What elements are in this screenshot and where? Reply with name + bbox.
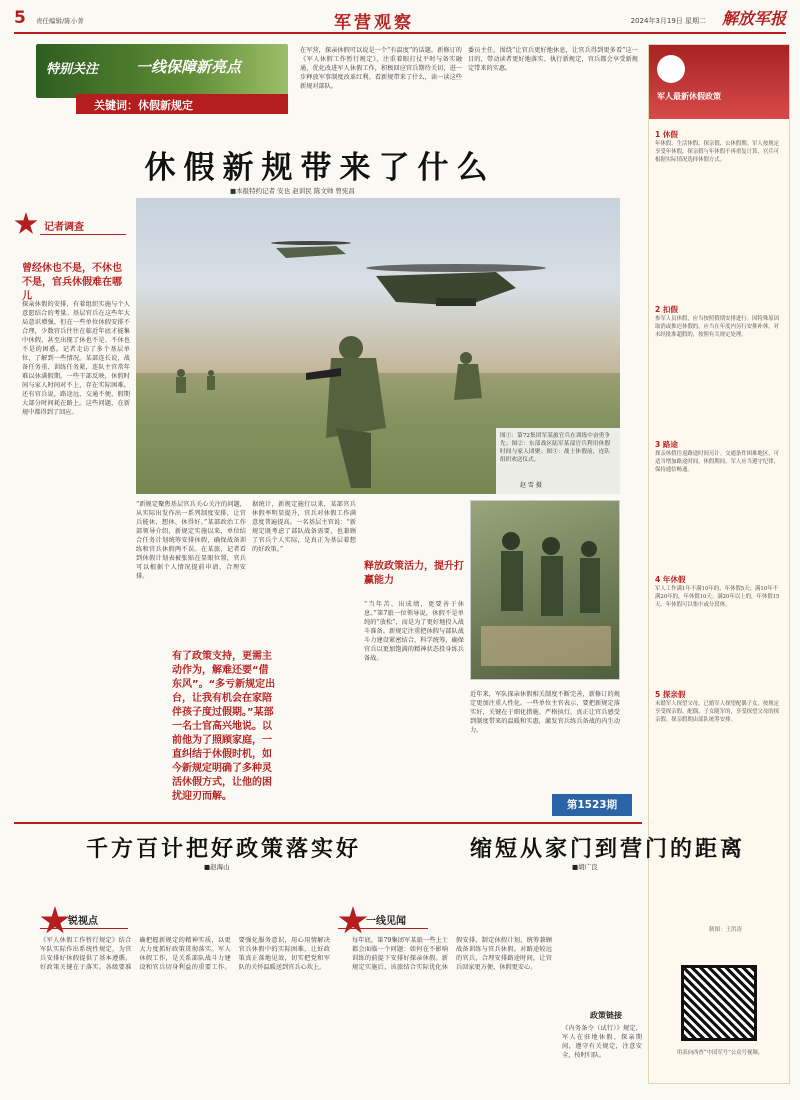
article-column-b: “新规定聚焦基层官兵关心关注的问题，从实际出发作出一系列制度安排，让官兵能休、想休、休得好。”某部政治工作部领导介绍，新规定实施以来，单位结合任务计划统筹安排休假，确保战备训练和官兵休假两不误。在某旅，记者看到休假计划表被张贴在显眼位置，官兵可以根据个人情况提前申请、合理安排。 (136, 501, 246, 580)
sidebar-footer: 制图：王洪涛 (709, 927, 743, 933)
intro-text-2: 委员主任，围绕“让官兵更好地休息，让官兵得到更多看”这一目的，带动读者更好地落实、执行新规定，官兵都会享受新规定带来的实惠。 (468, 47, 638, 72)
divider (40, 928, 128, 929)
qr-code-icon[interactable] (681, 965, 757, 1041)
bottom-right-body: 每年底，第79集团军某旅一些上士都会面临一个问题：如何在不影响训练的前提下安排好探亲休假。新规定实施后，该旅结合实际优化休假安排，制定休假计划，统筹兼顾战备训练与官兵休假。对路途较远的官兵，合理安排路途时间，让官兵回家更方便、休假更安心。 (352, 937, 552, 971)
qr-caption: 用表向西查“中国军号”公众号视频。 (676, 1050, 764, 1056)
subheading-1: 曾经休也不是，不休也不是，官兵休假难在哪儿 (22, 263, 122, 302)
article-column-e: 近年来，军队探亲休假相关制度不断完善，新修订的规定更加注重人性化。一些单位主官表示，要把新规定落实好，关键在于细化措施、严格执行，真正让官兵感受到制度带来的温暖和实惠，激发官兵练兵备战的内生动力。 (470, 691, 620, 734)
section-divider (14, 822, 642, 824)
bottom-right-headline: 缩短从家门到营门的距离 (470, 837, 746, 862)
reporter-tag: 记者调查 (44, 222, 84, 233)
main-headline: 休假新规带来了什么 (144, 150, 496, 186)
feature-banner (36, 44, 288, 98)
policy-link-heading: 政策链接 (590, 1011, 622, 1020)
bottom-right-author: ■胡广良 (572, 863, 598, 871)
article-column-d: “当年苦、出成绩，更要善于休息。”第7旅一位领导说，休假不是单纯的“放松”，而是为了更好地投入战斗准备。新规定注重把休假与部队战斗力建设紧密结合，科学统筹，确保官兵以更加饱满的精神状态投身练兵备战。 (364, 601, 464, 662)
bottom-left-body: 《军人休假工作暂行规定》结合军队实际作出系统性规定，为官兵安排好休假提供了基本遵循。好政策关键在于落实。各级要准确把握新规定的精神实质，以更大力度抓好政策贯彻落实。军人休假工作，是关系部队战斗力建设和官兵切身利益的重要工作。要强化服务意识，用心用情解决官兵休假中的实际困难，让好政策真正落地见效，切实把党和军队的关怀温暖送到官兵心坎上。 (40, 937, 330, 971)
soldiers-image (471, 501, 621, 681)
star-icon (338, 906, 368, 936)
masthead (14, 8, 786, 34)
article-column-c: 据统计，新规定施行以来，某部官兵休假率明显提升，官兵对休假工作满意度普遍提高。一名基层主官说：“新规定既考虑了部队战备需要，也兼顾了官兵个人实际，是真正为基层着想的好政策。” (252, 501, 356, 553)
bottom-left-author: ■赵海山 (204, 863, 230, 871)
subheading-2: 释放政策活力，提升打赢能力 (364, 561, 464, 586)
issue-badge: 第1523期 (552, 794, 632, 816)
subheading-2a: 有了政策支持，更需主动作为，解难还要“借东风”。“多亏新规定出台，让我有机会在家陪伴孩子度过假期。”某部一名士官高兴地说。以前他为了照顾家庭，一直纠结于休假时机，如今新规定明确了多种灵活休假方式，让他的困扰迎刃而解。 (172, 651, 276, 802)
divider (40, 234, 126, 235)
sidebar-section: 3 路途 探亲休假往返路途时间另计。交通条件困难地区，可适当增加路途时间。休假期间，军人应当遵守纪律，保持通信畅通。 (655, 440, 779, 473)
sidebar-section: 2 扣假 参军人员休假，应当按照假期安排进行。因特殊原因取消或推迟休假的，应当在年度内另行安排补休。对未经批准超假的，按照有关规定处理。 (655, 305, 779, 338)
issue-date: 2024年3月19日 星期二 (630, 17, 706, 25)
photo-credit: 赵 雪 摄 (520, 482, 542, 489)
star-icon (40, 906, 70, 936)
article-column-a: 探亲休假的安排，有着组织实施与个人意愿结合的考量。基层官兵在这些年大局意识增强，但在一些单位休假安排不合理，少数官兵往往在临近年底才能集中休假，甚至出现了休也不是、不休也不是的困惑。记者走访了多个基层单位，了解到一些情况。某部连长说，战备任务重、训练任务紧，连队主官常年难以休满假期。一些干部反映，休假时间与家人时间对不上，存在实际困难。还有官兵说，路途远、交通不便，假期大部分时间耗在路上。这些问题，在新规中都得到了回应。 (22, 301, 130, 416)
secondary-photo (470, 500, 620, 680)
sidebar-title: 军人最新休假政策 (657, 92, 721, 101)
photo-caption: 图①：第72集团军某旅官兵在训练中奋勇争先；图②：东部战区陆军某部官兵利用休假时间与家人团聚；图③：战士休假前，连队组织欢送仪式。 (500, 433, 610, 463)
intro-text: 在军营，探亲休假可以说是一个“有温度”的话题。新修订的《军人休假工作暂行规定》，注重着眼打仗平时与备实融通，优化改进军人休假工作，积极回应官兵期待关切，进一步释放军事制度改革红利。看新规带来了什么，读一读这些新规对部队。 (300, 47, 462, 90)
sidebar-section: 4 年休假 军人工作满1年不满10年的，年休假5天；满10年不满20年的，年休假10天；满20年以上的，年休假15天。年休假可以集中或分段休。 (655, 575, 780, 608)
sidebar-section: 1 休假 年休假、生活休假、探亲假、公休假期。军人按规定享受年休假，探亲假与年休假不再重复计算，官兵可根据实际情况选择休假方式。 (655, 130, 779, 163)
sidebar-section: 5 探亲假 未婚军人探望父母，已婚军人探望配偶子女，按规定享受探亲假。配偶、子女随军的，享受探望父母的探亲假。探亲假期由部队统筹安排。 (655, 690, 779, 723)
bottom-left-tag: 锐视点 (68, 916, 98, 927)
banner-right: 一线保障新亮点 (136, 58, 242, 76)
policy-link-text: 《内务条令（试行）》规定，军人在驻地休假、探亲期间，遵守有关规定，注意安全，按时归队。 (562, 1025, 642, 1059)
emblem-icon (657, 55, 685, 83)
editor-credit: 责任编辑/陈小菁 (36, 17, 84, 25)
banner-left: 特别关注 (46, 62, 99, 77)
newspaper-logo: 解放军报 (721, 9, 786, 28)
divider (338, 928, 428, 929)
star-icon (14, 212, 38, 236)
bottom-right-tag: 一线见闻 (366, 916, 406, 927)
section-title: 军营观察 (334, 13, 414, 33)
page-number: 5 (14, 8, 26, 28)
byline: ■本报特约记者 安也 赵训民 陈文帅 曾宪昌 (230, 187, 355, 195)
bottom-left-headline: 千方百计把好政策落实好 (86, 837, 362, 862)
policy-sidebar (648, 44, 790, 1084)
keyword-box: 关键词：休假新规定 (76, 94, 288, 114)
sidebar-header (649, 45, 789, 119)
sidebar-sections (655, 129, 783, 864)
